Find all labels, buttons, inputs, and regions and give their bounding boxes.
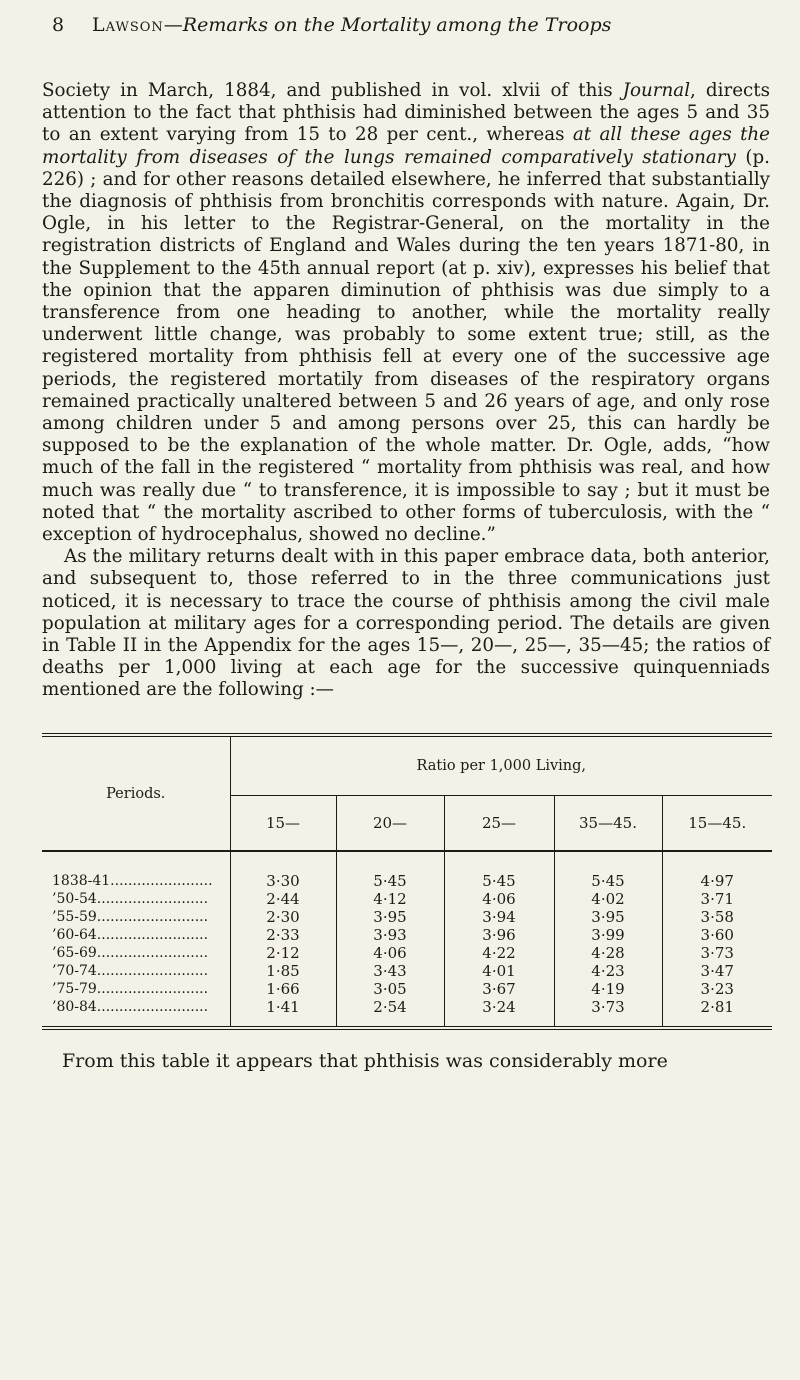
value-cell: 4·97	[662, 851, 772, 890]
value-cell: 4·01	[444, 962, 554, 980]
paragraph-2: As the military returns dealt with in this paper embrace data, both anterior, and subsequent to, those referred to in the three communications just noticed, it is necessary to trace the course of phthisis among the civil male population at military ages for a corresponding period. The details are given in Table II in the Appendix for the ages 15—, 20—, 25—, 35—45; the ratios of deaths per 1,000 living at each age for the successive quinquenniads mentioned are the following :—	[42, 546, 770, 701]
periods-header: Periods.	[42, 735, 230, 851]
running-header	[40, 14, 760, 44]
value-cell: 3·05	[336, 980, 444, 998]
value-cell: 1·41	[230, 998, 336, 1028]
period-cell: ’65-69.........................	[52, 945, 209, 961]
value-cell: 2·30	[230, 908, 336, 926]
value-cell: 3·73	[662, 944, 772, 962]
value-cell: 3·43	[336, 962, 444, 980]
table-row	[42, 998, 772, 1028]
paragraph-1	[42, 80, 770, 546]
article-title: Remarks on the Mortality among the Troops	[182, 14, 612, 36]
table-row	[42, 890, 772, 908]
value-cell: 4·12	[336, 890, 444, 908]
value-cell: 3·58	[662, 908, 772, 926]
body-text	[42, 80, 770, 702]
value-cell: 3·24	[444, 998, 554, 1028]
column-header-25: 25—	[444, 796, 554, 852]
value-cell: 4·06	[336, 944, 444, 962]
paragraph-1-part-a: Society in March, 1884, and published in vol. xlvii of this	[42, 80, 623, 101]
table-row	[42, 962, 772, 980]
period-cell: ’55-59.........................	[52, 909, 209, 925]
value-cell: 4·19	[554, 980, 662, 998]
value-cell: 1·66	[230, 980, 336, 998]
table-row	[42, 944, 772, 962]
column-header-15-45: 15—45.	[662, 796, 772, 852]
value-cell: 4·28	[554, 944, 662, 962]
table-row	[42, 908, 772, 926]
value-cell: 2·33	[230, 926, 336, 944]
paragraph-1-part-b: , directs attention to the fact that phthisis had diminished between the ages 5 and 35 to an extent varying from 15 to 28 per cent., whereas	[42, 80, 770, 146]
value-cell: 3·93	[336, 926, 444, 944]
period-cell: ’80-84.........................	[42, 998, 230, 1028]
journal-name: Journal	[622, 80, 691, 101]
value-cell: 3·94	[444, 908, 554, 926]
ratio-group-header: Ratio per 1,000 Living,	[230, 735, 772, 796]
value-cell: 3·47	[662, 962, 772, 980]
column-header-20: 20—	[336, 796, 444, 852]
table-row	[42, 851, 772, 890]
period-cell: ’75-79.........................	[52, 981, 209, 997]
value-cell: 4·23	[554, 962, 662, 980]
author-name: Lawson	[92, 14, 164, 36]
column-header-15: 15—	[230, 796, 336, 852]
value-cell: 5·45	[444, 851, 554, 890]
value-cell: 3·60	[662, 926, 772, 944]
value-cell: 3·67	[444, 980, 554, 998]
period-cell: 1838-41.......................	[52, 873, 213, 889]
value-cell: 3·96	[444, 926, 554, 944]
title-dash: —	[163, 14, 183, 36]
period-cell: ’50-54.........................	[52, 891, 209, 907]
period-cell: ’60-64.........................	[52, 927, 209, 943]
value-cell: 3·73	[554, 998, 662, 1028]
running-title	[92, 14, 611, 36]
table-row	[42, 926, 772, 944]
column-header-35-45: 35—45.	[554, 796, 662, 852]
continuation-line: From this table it appears that phthisis was considerably more	[62, 1050, 668, 1072]
period-cell: ’70-74.........................	[52, 963, 209, 979]
ratio-table	[42, 733, 772, 1030]
value-cell: 3·30	[230, 851, 336, 890]
value-cell: 2·12	[230, 944, 336, 962]
value-cell: 3·71	[662, 890, 772, 908]
value-cell: 3·95	[336, 908, 444, 926]
value-cell: 4·02	[554, 890, 662, 908]
italic-quote: at all these ages the mortality from diseases of the lungs remained comparatively stationary	[42, 124, 771, 168]
value-cell: 5·45	[554, 851, 662, 890]
value-cell: 3·95	[554, 908, 662, 926]
value-cell: 1·85	[230, 962, 336, 980]
value-cell: 2·44	[230, 890, 336, 908]
table-row	[42, 980, 772, 998]
value-cell: 2·54	[336, 998, 444, 1028]
value-cell: 2·81	[662, 998, 772, 1028]
paragraph-1-part-c: (p. 226) ; and for other reasons detailed elsewhere, he inferred that substantially the diagnosis of phthisis from bronchitis corresponds with nature. Again, Dr. Ogle, in his letter to the Registrar-General, on the mortality in the registration districts of England and Wales during the ten years 1871-80, in the Supplement to the 45th annual report (at p. xiv), expresses his belief that the opinion that the apparen diminution of phthisis was due simply to a transference from one heading to another, while the mortality really underwent little change, was probably to some extent true; still, as the registered mortality from phthisis fell at every one of the successive age periods, the registered mortatily from diseases of the respiratory organs remained practically unaltered between 5 and 26 years of age, and only rose among children under 5 and among persons over 25, this can hardly be supposed to be the explanation of the whole matter. Dr. Ogle, adds, “how much of the fall in the registered “ mortality from phthisis was real, and how much was really due “ to transference, it is impossible to say ; but it must be noted that “ the mortality ascribed to other forms of tuberculosis, with the “ exception of hydrocephalus, showed no decline.”	[42, 146, 770, 546]
value-cell: 5·45	[336, 851, 444, 890]
value-cell: 4·06	[444, 890, 554, 908]
page-number: 8	[52, 14, 65, 36]
value-cell: 3·99	[554, 926, 662, 944]
value-cell: 3·23	[662, 980, 772, 998]
value-cell: 4·22	[444, 944, 554, 962]
